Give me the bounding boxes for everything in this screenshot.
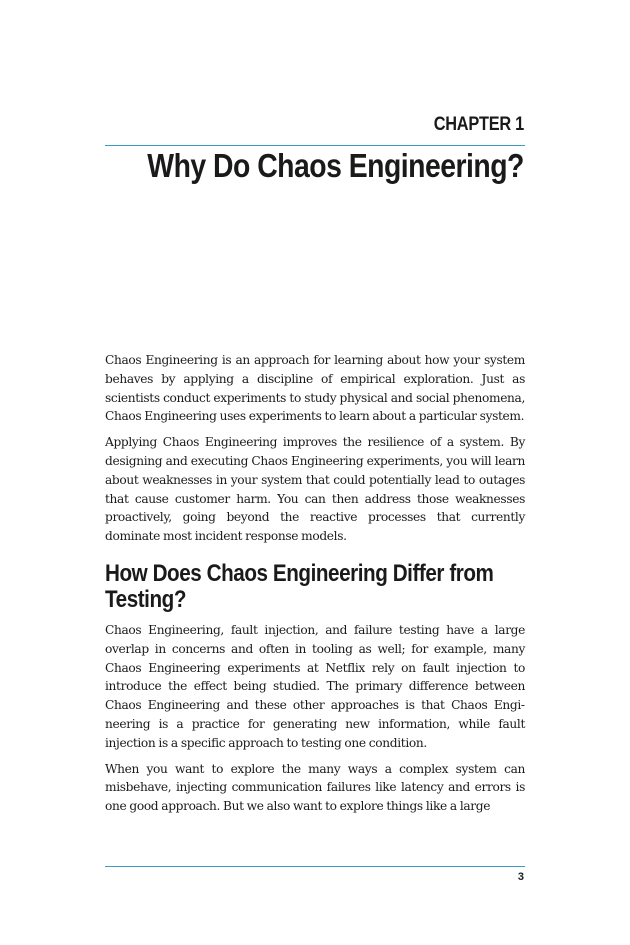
chapter-label: CHAPTER 1 — [433, 114, 524, 135]
footer-divider — [105, 866, 525, 867]
section-paragraph: When you want to explore the many ways a complex system can misbehave, injecting communication failures like latency and errors is one good approach. But we also want to explore things like a large — [105, 761, 525, 814]
chapter-divider — [105, 145, 525, 146]
section-heading: How Does Chaos Engineering Differ from Testing? — [105, 559, 494, 613]
intro-paragraph: Chaos Engineering is an approach for learning about how your system behaves by applying a discipline of empirical exploration. Just as scientists conduct experiments to study physical and social phenomena, Chaos Engineering uses experiments to learn about a particular system. — [105, 353, 525, 424]
section-paragraph: Chaos Engineering, fault injection, and failure testing have a large overlap in concerns and often in tooling as well; for example, many Chaos Engineering experiments at Netflix rely on fault injection to introduce the effect being studied. The primary difference between Chaos Engineering and these other approaches is that Chaos Engineering is a practice for generating new information, while fault injection is a specific approach to testing one condition. — [105, 622, 525, 750]
chapter-title: Why Do Chaos Engineering? — [147, 147, 524, 184]
page-body — [105, 351, 525, 823]
page-number: 3 — [517, 871, 524, 883]
intro-paragraph: Applying Chaos Engineering improves the resilience of a system. By designing and executing Chaos Engineering experiments, you will learn about weaknesses in your system that could potentially lead to outages that cause customer harm. You can then address those weaknesses proactively, going beyond the reactive processes that currently dominate most incident response models. — [105, 435, 525, 544]
